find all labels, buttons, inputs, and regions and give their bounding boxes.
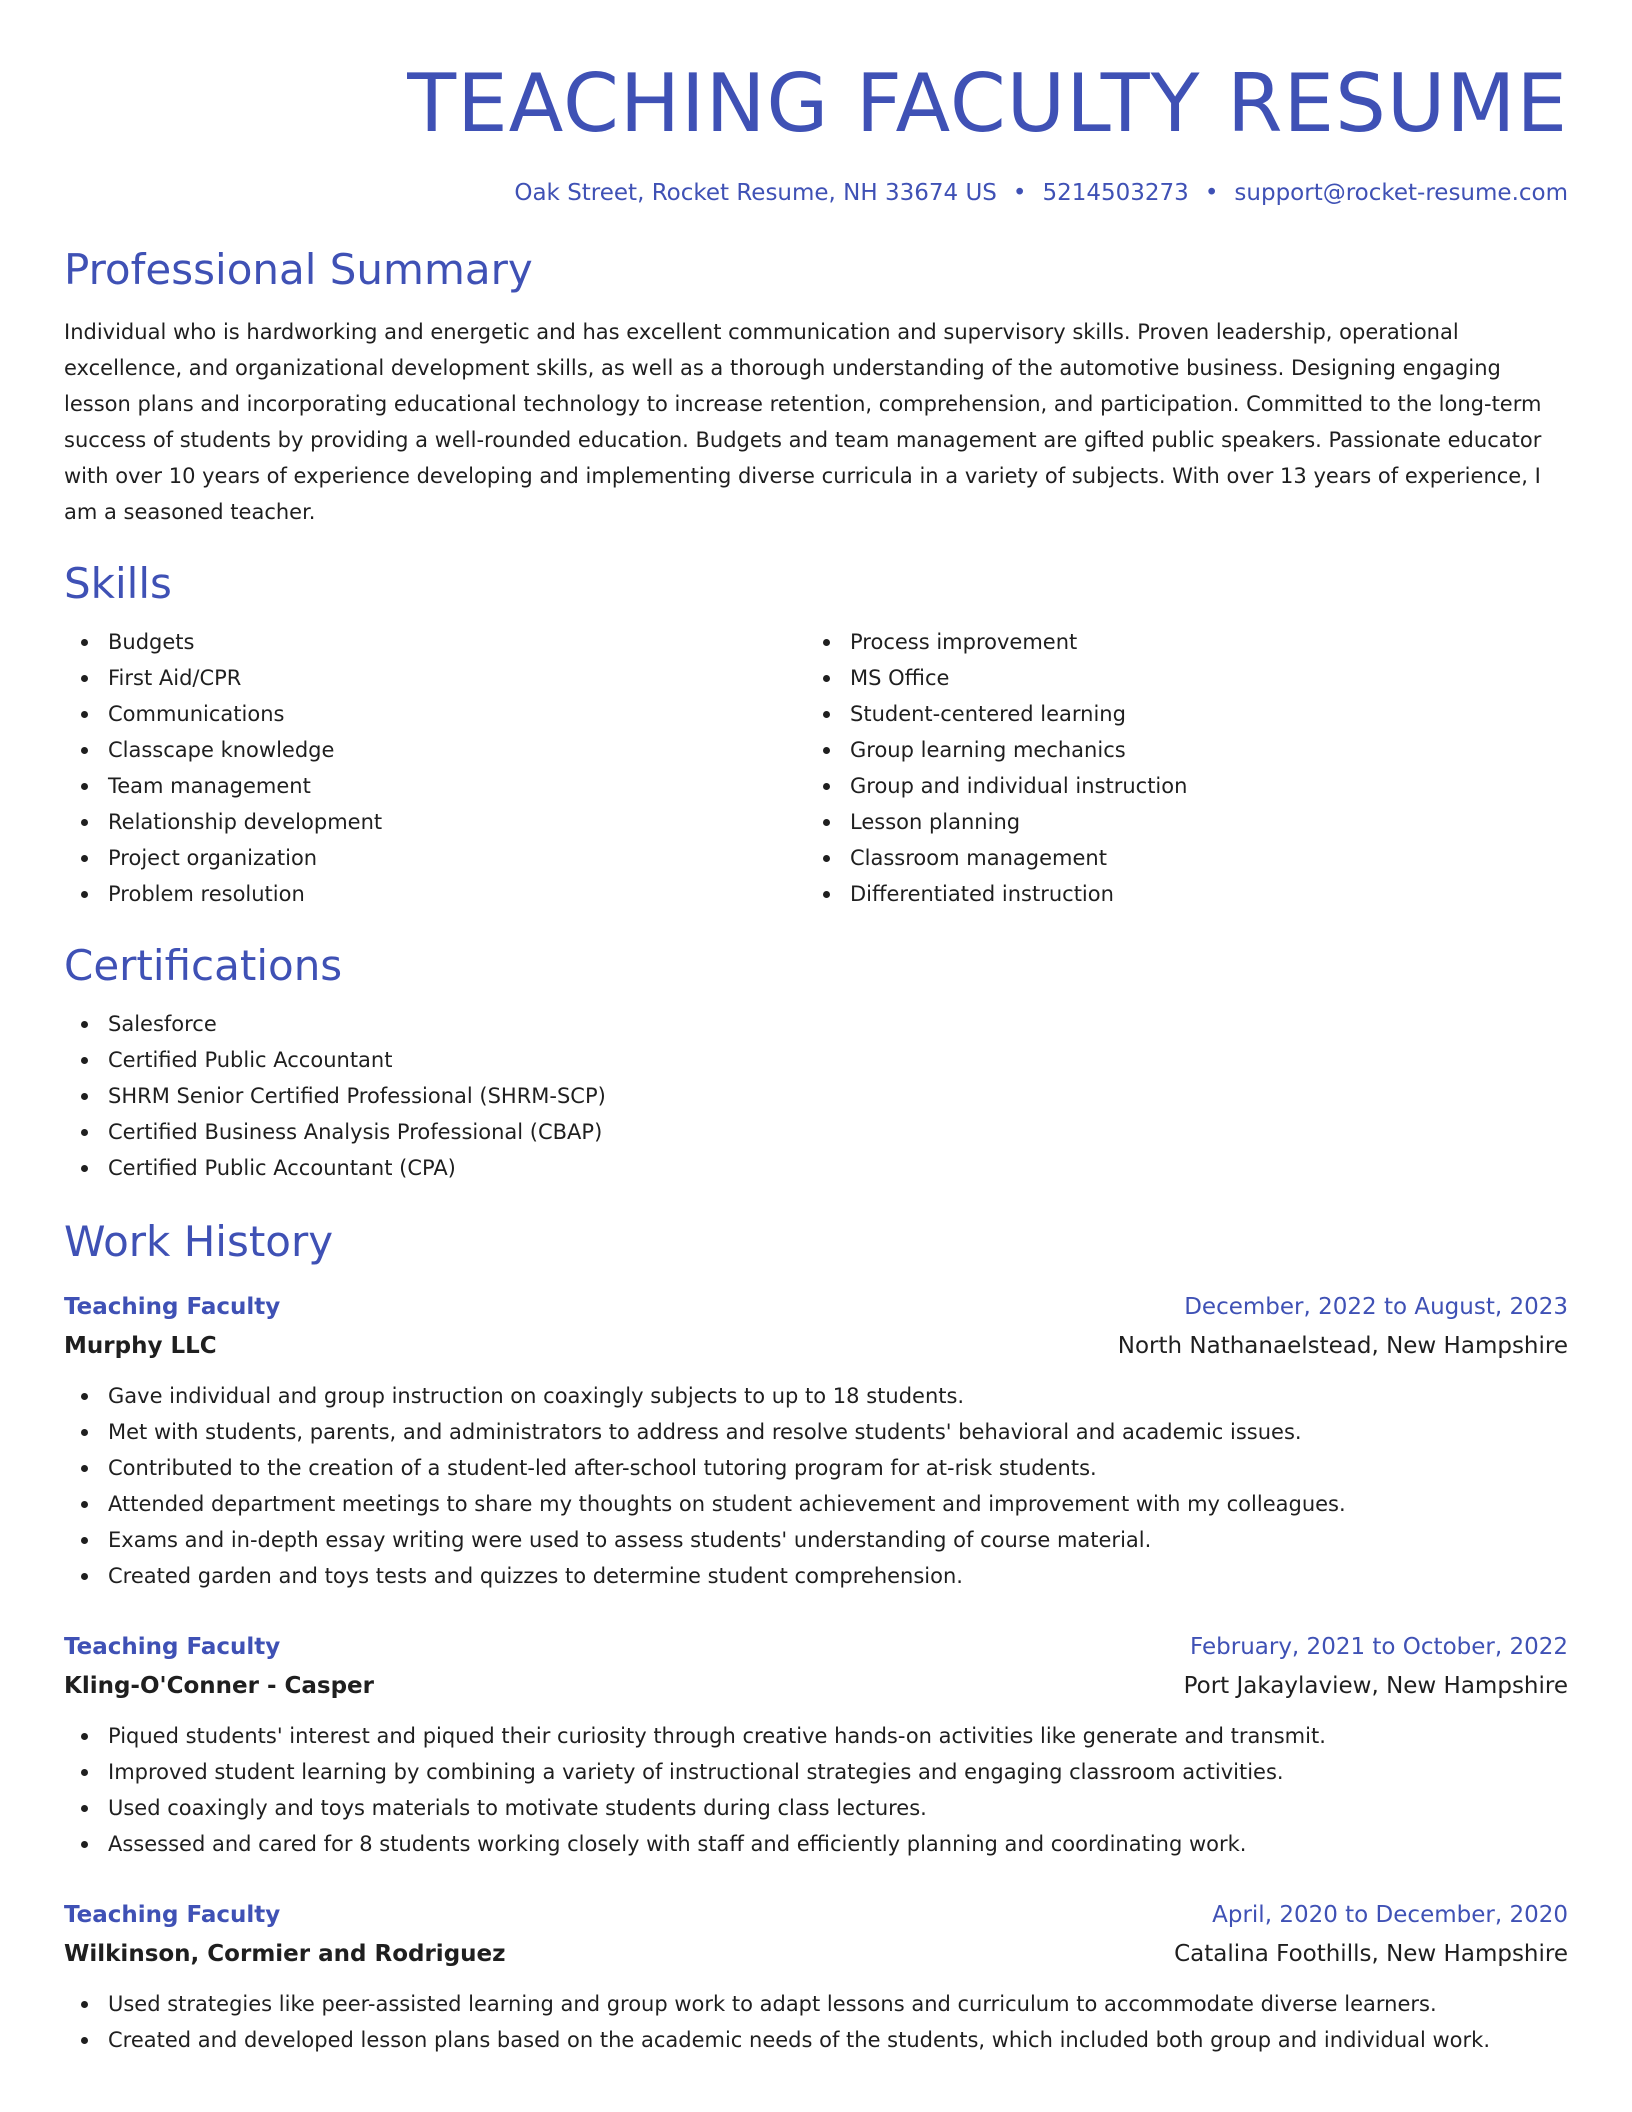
certifications-section [64,940,1568,1186]
certification-item: SHRM Senior Certified Professional (SHRM-SCP) [64,1078,1568,1114]
certifications-list [64,1006,1568,1186]
job-location: Port Jakaylaview, New Hampshire [1183,1673,1568,1699]
skill-item: MS Office [806,660,1568,696]
job-bullets [64,1986,1568,2058]
job-company-row [64,1666,1568,1706]
skills-list-right [806,624,1568,912]
job-title: Teaching Faculty [64,1634,281,1660]
skills-section [64,558,1568,912]
skill-item: Problem resolution [64,876,806,912]
job-dates: December, 2022 to August, 2023 [1184,1294,1568,1320]
job-title-row [64,1896,1568,1934]
job-location: Catalina Foothills, New Hampshire [1174,1941,1568,1967]
job-bullets [64,1718,1568,1862]
job-dates: February, 2021 to October, 2022 [1190,1634,1568,1660]
certification-item: Certified Public Accountant [64,1042,1568,1078]
job-title: Teaching Faculty [64,1902,281,1928]
job-title-row [64,1288,1568,1326]
skill-item: Budgets [64,624,806,660]
skill-item: Project organization [64,840,806,876]
job-title: Teaching Faculty [64,1294,281,1320]
contact-address: Oak Street, Rocket Resume, NH 33674 US [514,180,997,206]
job-entry [64,1628,1568,1862]
job-bullet: Assessed and cared for 8 students working closely with staff and efficiently planning and coordinating work. [64,1826,1568,1862]
job-bullet: Used coaxingly and toys materials to motivate students during class lectures. [64,1790,1568,1826]
section-heading: Skills [64,559,172,608]
skills-grid [64,624,1568,912]
skill-item: Group and individual instruction [806,768,1568,804]
job-bullet: Contributed to the creation of a student-led after-school tutoring program for at-risk students. [64,1450,1568,1486]
contact-separator: • [1012,180,1027,206]
job-bullet: Created garden and toys tests and quizzes to determine student comprehension. [64,1558,1568,1594]
job-entry [64,1288,1568,1594]
job-bullet: Attended department meetings to share my thoughts on student achievement and improvement with my colleagues. [64,1486,1568,1522]
section-heading: Professional Summary [64,245,533,294]
job-company-row [64,1326,1568,1366]
skill-item: Differentiated instruction [806,876,1568,912]
summary-paragraph: Individual who is hardworking and energetic and has excellent communication and supervisory skills. Proven leadership, operational excellence, and organizational development skills, as well as a thorough understanding of the automotive business. Designing engaging lesson plans and incorporating educational technology to increase retention, comprehension, and participation. Committed to the long-term success of students by providing a well-rounded education. Budgets and team management are gifted public speakers. Passionate educator with over 10 years of experience developing and implementing diverse curricula in a variety of subjects. With over 13 years of experience, I am a seasoned teacher. [64,320,1542,524]
professional-summary-section [64,244,1568,530]
job-entry [64,1896,1568,2058]
skill-item: Process improvement [806,624,1568,660]
section-heading: Work History [64,1217,334,1266]
resume-title: TEACHING FACULTY RESUME [407,57,1568,150]
skill-item: Student-centered learning [806,696,1568,732]
job-dates: April, 2020 to December, 2020 [1212,1902,1568,1928]
skill-item: Team management [64,768,806,804]
skill-item: Relationship development [64,804,806,840]
job-bullet: Piqued students' interest and piqued their curiosity through creative hands-on activities like generate and transmit. [64,1718,1568,1754]
contact-separator: • [1204,180,1219,206]
certification-item: Salesforce [64,1006,1568,1042]
contact-email[interactable]: support@rocket-resume.com [1234,180,1568,206]
job-bullet: Created and developed lesson plans based on the academic needs of the students, which included both group and individual work. [64,2022,1568,2058]
job-company: Wilkinson, Cormier and Rodriguez [64,1941,506,1967]
job-bullet: Used strategies like peer-assisted learning and group work to adapt lessons and curriculum to accommodate diverse learners. [64,1986,1568,2022]
certification-item: Certified Public Accountant (CPA) [64,1150,1568,1186]
job-bullet: Gave individual and group instruction on coaxingly subjects to up to 18 students. [64,1378,1568,1414]
skill-item: Group learning mechanics [806,732,1568,768]
job-bullet: Exams and in-depth essay writing were used to assess students' understanding of course material. [64,1522,1568,1558]
job-company-row [64,1934,1568,1974]
skill-item: Classroom management [806,840,1568,876]
contact-line [64,178,1568,208]
job-bullets [64,1378,1568,1594]
resume-header [64,56,1568,208]
job-bullet: Improved student learning by combining a variety of instructional strategies and engaging classroom activities. [64,1754,1568,1790]
skill-item: Classcape knowledge [64,732,806,768]
job-title-row [64,1628,1568,1666]
job-bullet: Met with students, parents, and administrators to address and resolve students' behavioral and academic issues. [64,1414,1568,1450]
job-company: Kling-O'Conner - Casper [64,1673,374,1699]
section-heading: Certifications [64,941,343,990]
work-history-section [64,1216,1568,2058]
certification-item: Certified Business Analysis Professional (CBAP) [64,1114,1568,1150]
skill-item: Communications [64,696,806,732]
job-company: Murphy LLC [64,1333,217,1359]
contact-phone: 5214503273 [1042,180,1189,206]
skill-item: First Aid/CPR [64,660,806,696]
job-location: North Nathanaelstead, New Hampshire [1117,1333,1568,1359]
skill-item: Lesson planning [806,804,1568,840]
skills-list-left [64,624,806,912]
